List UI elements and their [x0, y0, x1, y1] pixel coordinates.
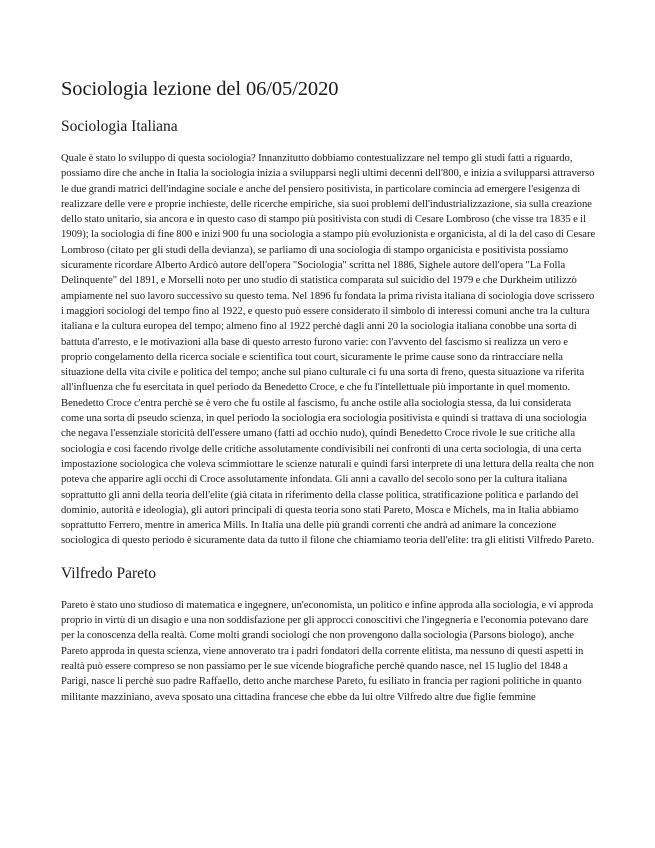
section-heading-sociologia-italiana: Sociologia Italiana	[61, 118, 178, 135]
section-heading-vilfredo-pareto: Vilfredo Pareto	[61, 564, 157, 582]
document-title: Sociologia lezione del 06/05/2020	[61, 78, 339, 100]
document-page	[61, 76, 596, 705]
section-paragraph-vilfredo-pareto: Pareto è stato uno studioso di matematica e ingegnere, un'economista, un politico e infine approda alla sociologia, e vi approda proprio in virtù di un disagio e una non soddisfazione per gli approcci conoscitivi che l'ingegneria e l'economia potevano dare per la conoscenza della realtà. Come molti grandi sociologi che non provengono dalla sociologia (Parsons biologo), anche Pareto approda in questa scienza, viene annoverato tra i padri fondatori della corrente elitista, ma nessuno di questi aspetti in realtà può essere compreso se non passiamo per le sue vicende biografiche perchè quando nasce, nel 15 luglio del 1848 a Parigi, nasce li perchè suo padre Raffaello, detto anche marchese Pareto, fu esiliato in francia per ragioni politiche in quanto militante mazziniano, aveva sposato una cittadina francese che ebbe da lui oltre Vilfredo altre due figlie femmine	[61, 599, 594, 703]
section-paragraph-sociologia-italiana: Quale è stato lo sviluppo di questa sociologia? Innanzitutto dobbiamo contestualizzare nel tempo gli studi fatti a riguardo, possiamo dire che anche in Italia la sociologia inizia a svilupparsi negli ultimi decenni dell'800, e inizia a svilupparsi attraverso le due grandi matrici dell'indagine sociale e anche del pensiero positivista, in particolare comincia ad emergere l'esigenza di realizzare delle vere e proprie inchieste, delle ricerche empiriche, sia suoi problemi dell'industrializzazione, sia sulla creazione dello stato unitario, sia ancora e in questo caso di stampo più positivista con studi di Cesare Lombroso (che visse tra 1835 e il 1909); la sociologia di fine 800 e inizi 900 fu una sociologia a stampo più evoluzionista e organicista, al di la del caso di Cesare Lombroso (citato per gli studi della devianza), se parliamo di una sociologia di stampo organicista e positivista possiamo sicuramente ricordare Alberto Ardicò autore dell'opera "Sociologia" scritta nel 1886, Sighele autore dell'opera "La Folla Delinquente" del 1891, e Morselli noto per uno studio di statistica comparata sul suicidio del 1979 e che Durkheim utilizzò ampiamente nel suo lavoro successivo su questo tema. Nel 1896 fu fondata la prima rivista italiana di sociologia dove scrissero i maggiori sociologi del tempo fino al 1922, e questo può essere considerato il simbolo di interessi comuni anche tra la cultura italiana e la cultura europea del tempo; almeno fino al 1922 perchè dagli anni 20 la sociologia italiana conobbe una sorta di battuta d'arresto, e le motivazioni alla base di questo arresto furono varie: con l'avvento del fascismo si realizza un vero e proprio congelamento della ricerca sociale e scientifica tout court, sicuramente le prime cause sono da rintracciare nella situazione della vita civile e politica del tempo; anche sul piano culturale ci fu una sorta di freno, questa situazione va riferita all'influenza che fu esercitata in quel periodo da Benedetto Croce, e che fu l'intellettuale più importante in quel momento. Benedetto Croce c'entra perchè se è vero che fu ostile al fascismo, fu anche ostile alla sociologia stessa, da lui considerata come una sorta di pseudo scienza, in quel periodo la sociologia era sociologia positivista e quindi si trattava di una sociologia che negava l'essenziale storicità dell'essere umano (fatti ad occhio nudo), quindi Benedetto Croce rivole le sue critiche alla sociologia e così facendo rivolge delle critiche assolutamente condivisibili nei confronti di una certa sociologia, di una certa impostazione sociologica che voleva scimmiottare le scienze naturali e quindi farsi interprete di una lettura della realta che non poteva che apparire agli occhi di Croce assolutamente infondata. Gli anni a cavallo del secolo sono per la cultura italiana soprattutto gli anni della teoria dell'elite (già citata in riferimento della classe politica, stratificazione politica e parlando del dominio, autorità e ideologia), gli autori principali di questa teoria sono stati Pareto, Mosca e Michels, ma in Italia abbiamo soprattutto Ferrero, mentre in america Mills. In Italia una delle più grandi correnti che andrà ad animare la concezione sociologica di questo periodo è sicuramente data da tutto il filone che chiamiamo teoria dell'elite: tra gli elitisti Vilfredo Pareto.	[61, 153, 596, 547]
